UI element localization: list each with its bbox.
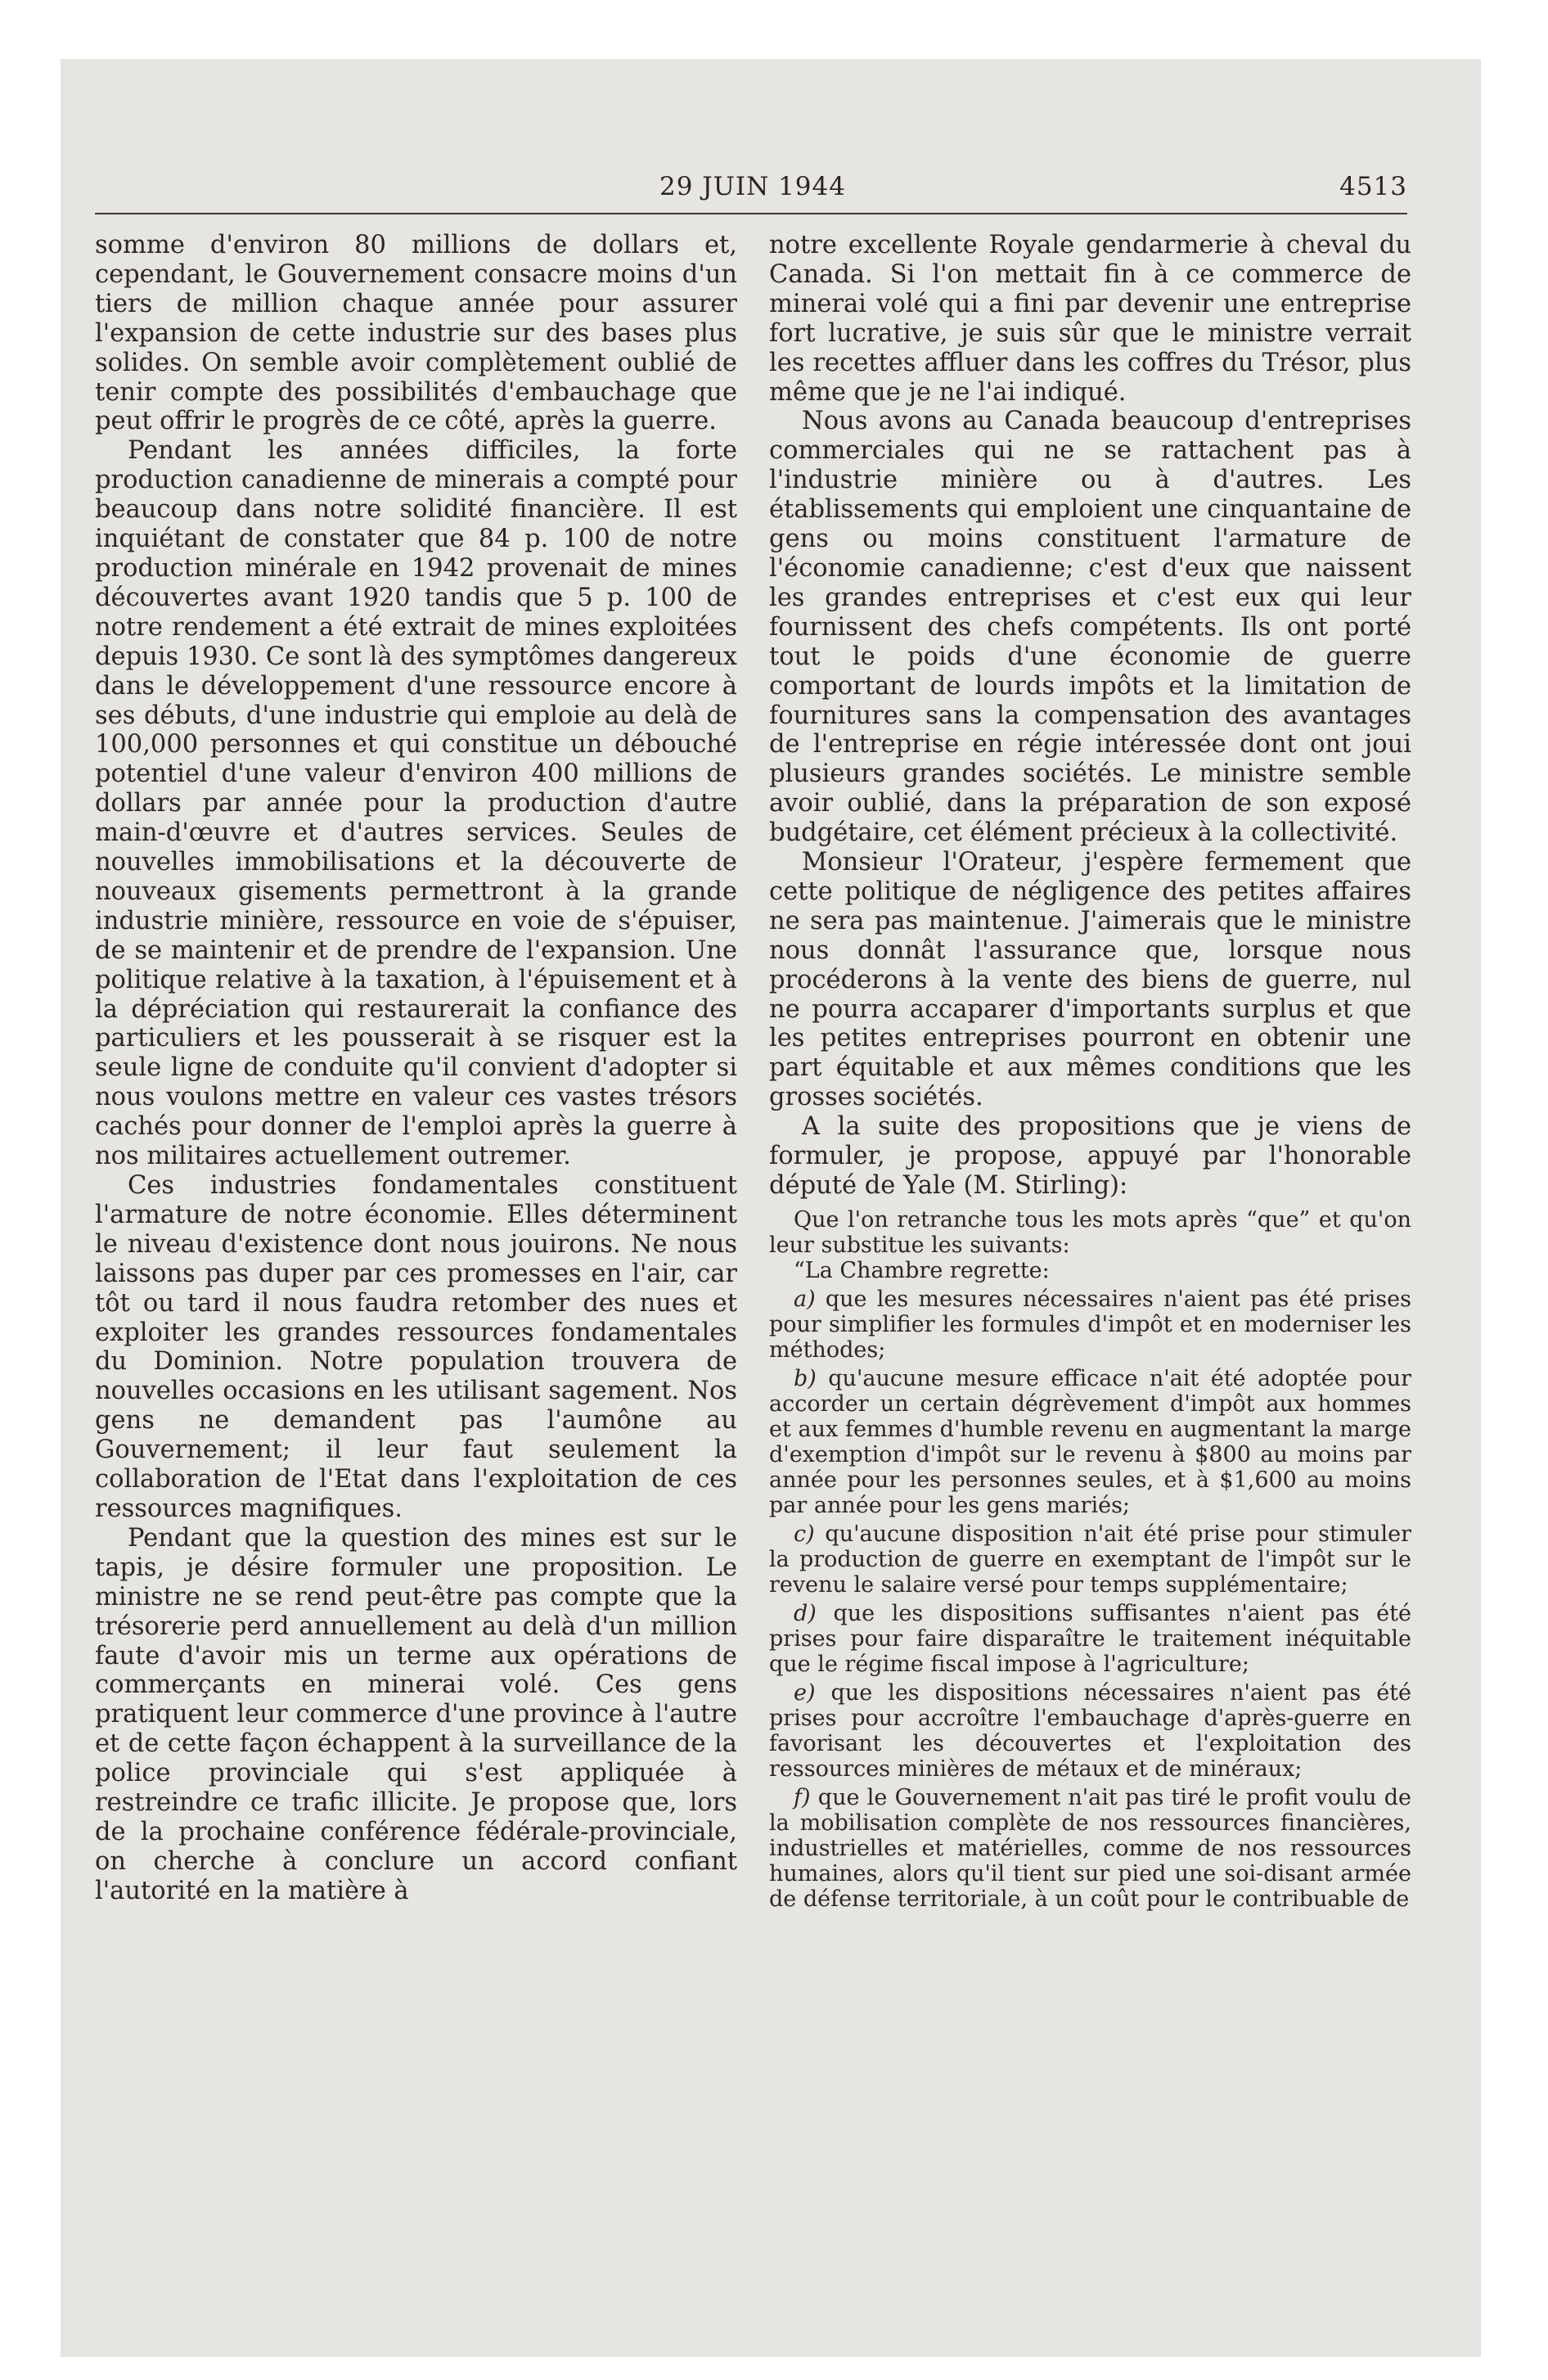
item-text: qu'aucune disposition n'ait été prise pour stimuler la production de guerre en exemptant de l'impôt sur le revenu le salaire versé pour temps supplémentaire; bbox=[769, 1521, 1411, 1598]
paragraph: Ces industries fondamentales constituent l'armature de notre économie. Elles déterminent le niveau d'existence dont nous jouirons. Ne nous laissons pas duper par ces promesses en l'air, car tôt ou tard il nous faudra retomber des nues et exploiter les grandes ressources fondamentales du Dominion. Notre population trouvera de nouvelles occasions en les utilisant sagement. Nos gens ne demandent pas l'aumône au Gouvernement; il leur faut seulement la collaboration de l'Etat dans l'exploitation de ces ressources magnifiques. bbox=[95, 1171, 737, 1523]
paragraph: Monsieur l'Orateur, j'espère fermement que cette politique de négligence des petites affaires ne sera pas maintenue. J'aimerais que le ministre nous donnât l'assurance que, lorsque nous procéderons à la vente des biens de guerre, nul ne pourra accaparer d'importants surplus et que les petites entreprises pourront en obtenir une part équitable et aux mêmes conditions que les grosses sociétés. bbox=[769, 848, 1411, 1112]
paragraph: Pendant les années difficiles, la forte production canadienne de minerais a compté pour beaucoup dans notre solidité financière. Il est inquiétant de constater que 84 p. 100 de notre production minérale en 1942 provenait de mines découvertes avant 1920 tandis que 5 p. 100 de notre rendement a été extrait de mines exploitées depuis 1930. Ce sont là des symptômes dangereux dans le développement d'une ressource encore à ses débuts, d'une industrie qui emploie au delà de 100,000 personnes et qui constitue un débouché potentiel d'une valeur d'environ 400 millions de dollars par année pour la production d'autre main-d'œuvre et d'autres services. Seules de nouvelles immobilisations et la découverte de nouveaux gisements permettront à la grande industrie minière, ressource en voie de s'épuiser, de se maintenir et de prendre de l'expansion. Une politique relative à la taxation, à l'épuisement et à la dépréciation qui restaurerait la confiance des particuliers et les pousserait à se risquer est la seule ligne de conduite qu'il convient d'adopter si nous voulons mettre en valeur ces vastes trésors cachés pour donner de l'emploi après la guerre à nos militaires actuellement outremer. bbox=[95, 436, 737, 1171]
item-letter: d) bbox=[794, 1600, 817, 1626]
item-letter: e) bbox=[794, 1679, 816, 1706]
item-text: que les dispositions nécessaires n'aient pas été prises pour accroître l'embauchage d'après-guerre en favorisant les découvertes et l'exploitation des ressources minières de métaux et de minéraux; bbox=[769, 1679, 1411, 1782]
right-column bbox=[769, 231, 1411, 1912]
page-header bbox=[95, 172, 1407, 205]
item-letter: b) bbox=[794, 1365, 817, 1391]
motion-lead: “La Chambre regrette: bbox=[794, 1257, 1050, 1283]
header-rule bbox=[95, 213, 1407, 214]
paragraph: somme d'environ 80 millions de dollars et, cependant, le Gouvernement consacre moins d'un tiers de million chaque année pour assurer l'expansion de cette industrie sur des bases plus solides. On semble avoir complètement oublié de tenir compte des possibilités d'embauchage que peut offrir le progrès de ce côté, après la guerre. bbox=[95, 231, 737, 436]
header-date: 29 JUIN 1944 bbox=[659, 172, 846, 201]
motion-text bbox=[769, 1207, 1411, 1912]
paragraph: notre excellente Royale gendarmerie à cheval du Canada. Si l'on mettait fin à ce commerce de minerai volé qui a fini par devenir une entreprise fort lucrative, je suis sûr que le ministre verrait les recettes affluer dans les coffres du Trésor, plus même que je ne l'ai indiqué. bbox=[769, 231, 1411, 407]
item-text: que le Gouvernement n'ait pas tiré le profit voulu de la mobilisation complète de nos ressources financières, industrielles et matérielles, comme de nos ressources humaines, alors qu'il tient sur pied une soi-disant armée de défense territoriale, à un coût pour le contribuable de bbox=[769, 1784, 1411, 1912]
item-text: que les mesures nécessaires n'aient pas été prises pour simplifier les formules d'impôt et en moderniser les méthodes; bbox=[769, 1286, 1411, 1363]
motion-item-a bbox=[769, 1287, 1411, 1363]
motion-item-f bbox=[769, 1785, 1411, 1912]
motion-item-e bbox=[769, 1680, 1411, 1782]
item-letter: a) bbox=[794, 1286, 816, 1312]
motion-item-c bbox=[769, 1521, 1411, 1598]
paragraph: Nous avons au Canada beaucoup d'entreprises commerciales qui ne se rattachent pas à l'industrie minière ou à d'autres. Les établissements qui emploient une cinquantaine de gens ou moins constituent l'armature de l'économie canadienne; c'est d'eux que naissent les grandes entreprises et c'est eux qui leur fournissent des chefs compétents. Ils ont porté tout le poids d'une économie de guerre comportant de lourds impôts et la limitation de fournitures sans la compensation des avantages de l'entreprise en régie intéressée dont ont joui plusieurs grandes sociétés. Le ministre semble avoir oublié, dans la préparation de son exposé budgétaire, cet élément précieux à la collectivité. bbox=[769, 407, 1411, 848]
item-text: qu'aucune mesure efficace n'ait été adoptée pour accorder un certain dégrèvement d'impôt aux hommes et aux femmes d'humble revenu en augmentant la marge d'exemption d'impôt sur le revenu à $800 au moins par année pour les personnes seules, et à $1,600 au moins par année pour les gens mariés; bbox=[769, 1365, 1411, 1518]
motion-item-d bbox=[769, 1601, 1411, 1677]
page-number: 4513 bbox=[1339, 172, 1407, 201]
item-letter: c) bbox=[794, 1521, 815, 1547]
item-letter: f) bbox=[794, 1784, 811, 1810]
document-page bbox=[95, 123, 1411, 2316]
paragraph: A la suite des propositions que je viens de formuler, je propose, appuyé par l'honorable député de Yale (M. Stirling): bbox=[769, 1112, 1411, 1200]
left-column bbox=[95, 231, 737, 1906]
item-text: que les dispositions suffisantes n'aient pas été prises pour faire disparaître le traitement inéquitable que le régime fiscal impose à l'agriculture; bbox=[769, 1600, 1411, 1677]
paragraph: Pendant que la question des mines est sur le tapis, je désire formuler une proposition. Le ministre ne se rend peut-être pas compte que la trésorerie perd annuellement au delà d'un million faute d'avoir mis un terme aux opérations de commerçants en minerai volé. Ces gens pratiquent leur commerce d'une province à l'autre et de cette façon échappent à la surveillance de la police provinciale qui s'est appliquée à restreindre ce trafic illicite. Je propose que, lors de la prochaine conférence fédérale-provinciale, on cherche à conclure un accord confiant l'autorité en la matière à bbox=[95, 1523, 737, 1905]
motion-intro: Que l'on retranche tous les mots après “que” et qu'on leur substitue les suivants: bbox=[769, 1206, 1411, 1258]
motion-item-b bbox=[769, 1366, 1411, 1518]
